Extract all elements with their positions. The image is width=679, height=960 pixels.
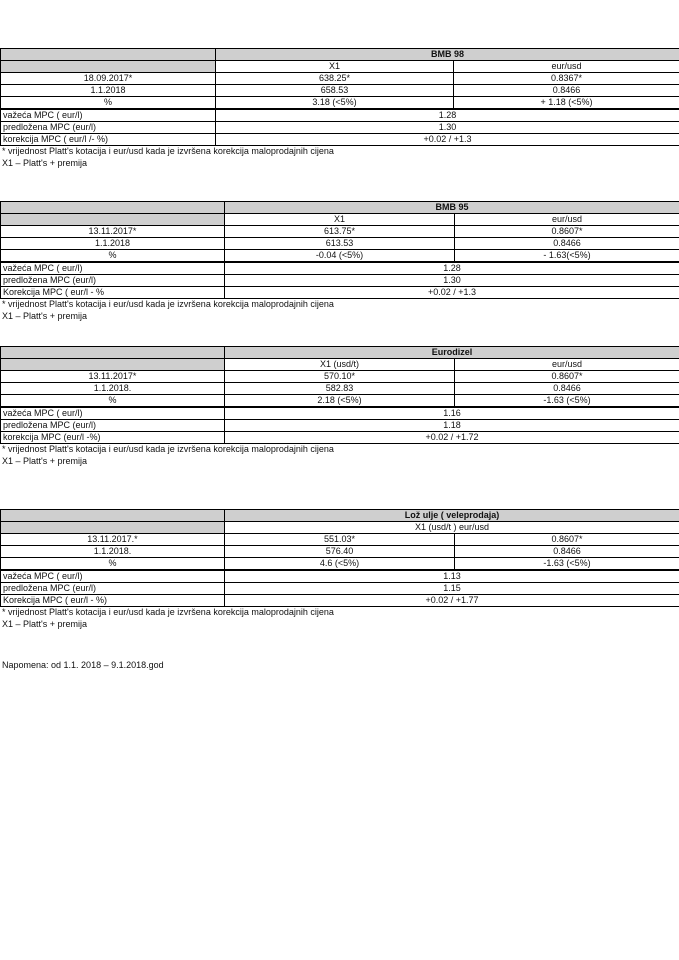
mpc-row	[1, 110, 679, 122]
subheader-blank-cell	[1, 61, 216, 73]
footnote: * vrijednost Platt's kotacija i eur/usd kada je izvršena korekcija maloprodajnih cijena	[2, 299, 334, 309]
row-x1-value: 3.18 (<5%)	[216, 97, 454, 109]
column-header-rate: eur/usd	[454, 61, 679, 73]
section-title: Eurodizel	[225, 347, 679, 359]
section-loz-ulje	[0, 509, 679, 631]
header-blank-cell	[1, 202, 225, 214]
row-x1-value: 551.03*	[225, 534, 455, 546]
price-table	[0, 509, 679, 570]
row-x1-value: 2.18 (<5%)	[225, 395, 455, 407]
mpc-label: važeća MPC ( eur/l)	[1, 263, 225, 275]
section-bmb95	[0, 201, 679, 323]
price-table	[0, 346, 679, 407]
footnote: X1 – Platt's + premija	[2, 456, 88, 466]
mpc-label: Korekcija MPC ( eur/l - %	[1, 287, 225, 299]
row-x1-value: 613.53	[225, 238, 455, 250]
mpc-row	[1, 432, 679, 444]
mpc-label: važeća MPC ( eur/l)	[1, 571, 225, 583]
mpc-row	[1, 408, 679, 420]
table-subheader-row	[1, 359, 679, 371]
price-table	[0, 48, 679, 109]
column-header-x1: X1	[216, 61, 454, 73]
row-x1-value: -0.04 (<5%)	[225, 250, 455, 262]
mpc-row	[1, 287, 679, 299]
table-header-row	[1, 202, 679, 214]
mpc-value: 1.28	[216, 110, 679, 122]
column-header-x1: X1 (usd/t)	[225, 359, 455, 371]
footnote: X1 – Platt's + premija	[2, 619, 88, 629]
mpc-value: 1.16	[225, 408, 679, 420]
mpc-label: predložena MPC (eur/l)	[1, 420, 225, 432]
section-title: BMB 95	[225, 202, 679, 214]
row-label: 13.11.2017*	[1, 371, 225, 383]
row-rate-value: - 1.63(<5%)	[455, 250, 679, 262]
table-row	[1, 395, 679, 407]
row-x1-value: 4.6 (<5%)	[225, 558, 455, 570]
mpc-label: predložena MPC (eur/l)	[1, 122, 216, 134]
row-label: 18.09.2017*	[1, 73, 216, 85]
footnote: X1 – Platt's + premija	[2, 311, 88, 321]
table-row	[1, 73, 679, 85]
mpc-value: 1.30	[225, 275, 679, 287]
mpc-table	[0, 407, 679, 444]
table-header-row	[1, 510, 679, 522]
section-title: Lož ulje ( veleprodaja)	[225, 510, 679, 522]
row-label: 13.11.2017*	[1, 226, 225, 238]
column-header-x1: X1	[225, 214, 455, 226]
table-row	[1, 383, 679, 395]
mpc-row	[1, 595, 679, 607]
row-label: 1.1.2018.	[1, 383, 225, 395]
mpc-label: važeća MPC ( eur/l)	[1, 408, 225, 420]
mpc-row	[1, 134, 679, 146]
mpc-row	[1, 420, 679, 432]
section-eurodizel	[0, 346, 679, 468]
column-header-combined: X1 (usd/t ) eur/usd	[225, 522, 679, 534]
mpc-value: 1.13	[225, 571, 679, 583]
row-label: 1.1.2018.	[1, 546, 225, 558]
row-rate-value: -1.63 (<5%)	[455, 395, 679, 407]
mpc-value: 1.30	[216, 122, 679, 134]
mpc-value: +0.02 / +1.3	[225, 287, 679, 299]
table-subheader-row	[1, 522, 679, 534]
mpc-table	[0, 109, 679, 146]
table-row	[1, 226, 679, 238]
footer-note: Napomena: od 1.1. 2018 – 9.1.2018.god	[2, 660, 164, 670]
mpc-row	[1, 122, 679, 134]
footnote: * vrijednost Platt's kotacija i eur/usd kada je izvršena korekcija maloprodajnih cijena	[2, 146, 334, 156]
mpc-label: predložena MPC (eur/l)	[1, 583, 225, 595]
row-x1-value: 658.53	[216, 85, 454, 97]
table-row	[1, 534, 679, 546]
row-x1-value: 576.40	[225, 546, 455, 558]
footnote: * vrijednost Platt's kotacija i eur/usd kada je izvršena korekcija maloprodajnih cijena	[2, 607, 334, 617]
mpc-label: korekcija MPC (eur/l -%)	[1, 432, 225, 444]
row-x1-value: 570.10*	[225, 371, 455, 383]
row-x1-value: 613.75*	[225, 226, 455, 238]
row-rate-value: 0.8466	[454, 85, 679, 97]
table-row	[1, 546, 679, 558]
table-subheader-row	[1, 214, 679, 226]
row-label: 13.11.2017.*	[1, 534, 225, 546]
mpc-label: Korekcija MPC ( eur/l - %)	[1, 595, 225, 607]
table-header-row	[1, 347, 679, 359]
row-label: 1.1.2018	[1, 238, 225, 250]
column-header-rate: eur/usd	[455, 359, 679, 371]
mpc-value: +0.02 / +1.3	[216, 134, 679, 146]
mpc-row	[1, 263, 679, 275]
footnote: X1 – Platt's + premija	[2, 158, 88, 168]
mpc-value: 1.28	[225, 263, 679, 275]
mpc-value: +0.02 / +1.72	[225, 432, 679, 444]
row-rate-value: 0.8607*	[455, 226, 679, 238]
mpc-row	[1, 571, 679, 583]
table-row	[1, 558, 679, 570]
row-rate-value: + 1.18 (<5%)	[454, 97, 679, 109]
row-rate-value: 0.8607*	[455, 371, 679, 383]
mpc-table	[0, 570, 679, 607]
row-label: %	[1, 395, 225, 407]
price-table	[0, 201, 679, 262]
mpc-label: korekcija MPC ( eur/l /- %)	[1, 134, 216, 146]
mpc-row	[1, 275, 679, 287]
row-label: %	[1, 250, 225, 262]
subheader-blank-cell	[1, 214, 225, 226]
table-row	[1, 250, 679, 262]
row-rate-value: 0.8466	[455, 546, 679, 558]
subheader-blank-cell	[1, 522, 225, 534]
header-blank-cell	[1, 49, 216, 61]
row-x1-value: 582.83	[225, 383, 455, 395]
table-subheader-row	[1, 61, 679, 73]
row-label: %	[1, 97, 216, 109]
row-rate-value: 0.8466	[455, 238, 679, 250]
mpc-value: 1.18	[225, 420, 679, 432]
mpc-row	[1, 583, 679, 595]
row-label: 1.1.2018	[1, 85, 216, 97]
subheader-blank-cell	[1, 359, 225, 371]
column-header-rate: eur/usd	[455, 214, 679, 226]
mpc-value: 1.15	[225, 583, 679, 595]
mpc-label: važeća MPC ( eur/l)	[1, 110, 216, 122]
table-row	[1, 238, 679, 250]
table-row	[1, 371, 679, 383]
table-row	[1, 97, 679, 109]
table-header-row	[1, 49, 679, 61]
row-x1-value: 638.25*	[216, 73, 454, 85]
row-rate-value: 0.8367*	[454, 73, 679, 85]
mpc-label: predložena MPC (eur/l)	[1, 275, 225, 287]
header-blank-cell	[1, 347, 225, 359]
section-title: BMB 98	[216, 49, 679, 61]
row-rate-value: -1.63 (<5%)	[455, 558, 679, 570]
table-row	[1, 85, 679, 97]
mpc-table	[0, 262, 679, 299]
header-blank-cell	[1, 510, 225, 522]
section-bmb98	[0, 48, 679, 170]
footnote: * vrijednost Platt's kotacija i eur/usd kada je izvršena korekcija maloprodajnih cijena	[2, 444, 334, 454]
row-label: %	[1, 558, 225, 570]
row-rate-value: 0.8607*	[455, 534, 679, 546]
mpc-value: +0.02 / +1.77	[225, 595, 679, 607]
row-rate-value: 0.8466	[455, 383, 679, 395]
